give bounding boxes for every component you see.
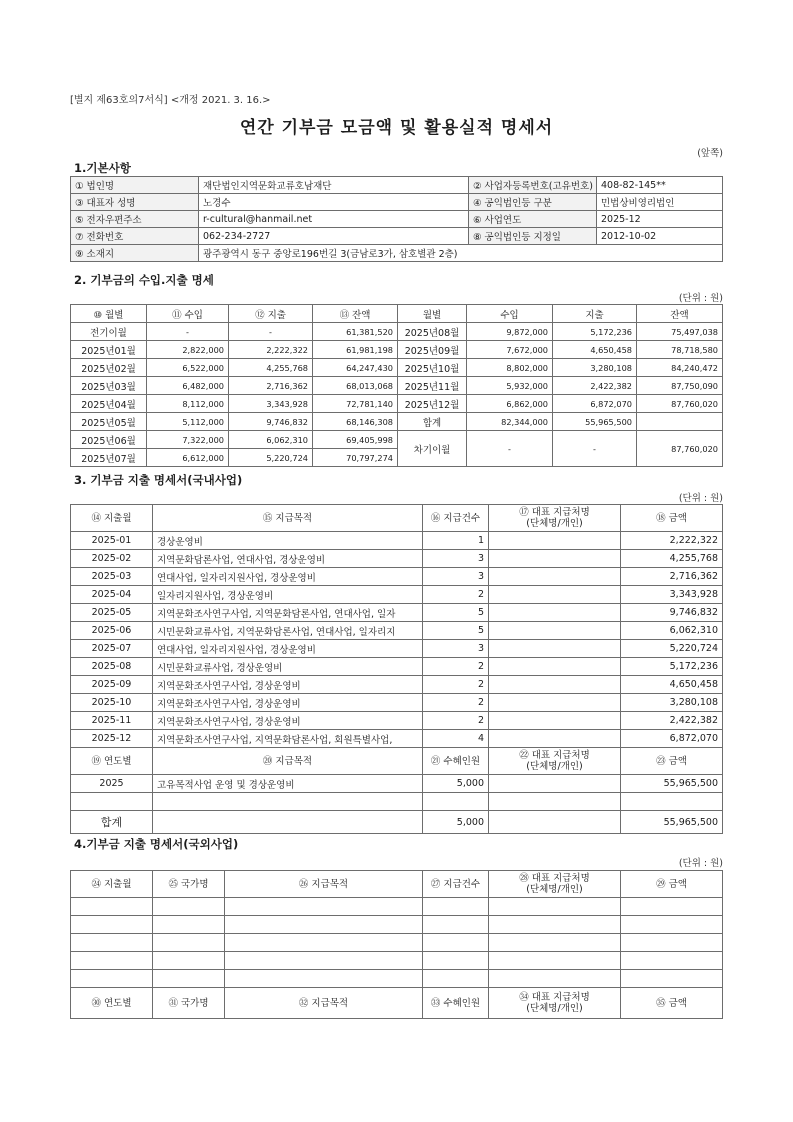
blank-row [71,793,723,811]
recipient-cell [489,532,621,550]
purpose-cell: 연대사업, 일자리지원사업, 경상운영비 [153,640,423,658]
expense-cell: 5,220,724 [229,449,313,467]
balance-cell: 68,146,308 [313,413,398,431]
expense-row [71,604,723,622]
purpose-cell: 지역문화조사연구사업, 경상운영비 [153,712,423,730]
col-os-year-recipient [489,988,621,1019]
income-cell: 7,322,000 [147,431,229,449]
purpose-cell: 시민문화교류사업, 경상운영비 [153,658,423,676]
amount-cell: 6,062,310 [621,622,723,640]
purpose-cell: 시민문화교류사업, 지역문화담론사업, 연대사업, 일자리지 [153,622,423,640]
overseas-empty-row [71,916,723,934]
expense-row [71,640,723,658]
address-row [71,245,723,262]
overseas-empty-row [71,970,723,988]
amount-cell: 3,280,108 [621,694,723,712]
col-os-beneficiaries: ㉝ 수혜인원 [423,988,489,1019]
amount-cell: 6,872,070 [621,730,723,748]
month-row [71,413,723,431]
basic-info-row [71,177,723,194]
yearly-header [71,748,723,775]
income-cell: 6,522,000 [147,359,229,377]
amount-cell: 2,716,362 [621,568,723,586]
month-cell: 2025년01월 [71,341,147,359]
purpose-cell: 연대사업, 일자리지원사업, 경상운영비 [153,568,423,586]
expense-month-cell: 2025-11 [71,712,153,730]
col-os-year-country: ㉛ 국가명 [153,988,225,1019]
count-cell: 2 [423,658,489,676]
month-cell: 2025년04월 [71,395,147,413]
basic-info-row [71,211,723,228]
expense-month-cell: 2025-02 [71,550,153,568]
count-cell: 2 [423,586,489,604]
field-value: 민법상비영리법인 [597,194,723,211]
count-cell: 4 [423,730,489,748]
overseas-empty-row [71,934,723,952]
col-recipient [489,505,621,532]
amount-cell: 2,422,382 [621,712,723,730]
field-value: 062-234-2727 [199,228,469,245]
recipient-cell [489,550,621,568]
amount-cell: 5,220,724 [621,640,723,658]
month-cell: 2025년12월 [398,395,467,413]
purpose-cell: 지역문화조사연구사업, 경상운영비 [153,694,423,712]
form-reference: [별지 제63호의7서식] <개정 2021. 3. 16.> [70,95,271,106]
income-cell: 6,612,000 [147,449,229,467]
recipient-cell [489,676,621,694]
field-value: 408-82-145** [597,177,723,194]
col-os-purpose: ㉖ 지급목적 [225,871,423,898]
col-recipient-title: ⑰ 대표 지급처명 [519,507,590,518]
expense-row [71,658,723,676]
expense-month-cell: 2025-08 [71,658,153,676]
col-os-year-recipient-sub: (단체명/개인) [526,1003,583,1014]
col-recipient-sub: (단체명/개인) [526,518,583,529]
col-os-country: ㉕ 국가명 [153,871,225,898]
col-year-recipient [489,748,621,775]
expense-cell: 6,062,310 [229,431,313,449]
expense-cell: 55,965,500 [553,413,637,431]
expense-row [71,676,723,694]
income-cell: 8,112,000 [147,395,229,413]
col-os-month: ㉔ 지출월 [71,871,153,898]
month-cell: 2025년03월 [71,377,147,395]
month-cell: 2025년05월 [71,413,147,431]
col-beneficiaries: ㉑ 수혜인원 [423,748,489,775]
section4-heading: 4.기부금 지출 명세서(국외사업) [74,837,239,851]
carry-over-label: 차기이월 [398,431,467,467]
amount-cell: 4,255,768 [621,550,723,568]
income-cell: 6,482,000 [147,377,229,395]
expense-cell: 5,172,236 [553,323,637,341]
count-cell: 3 [423,568,489,586]
month-cell: 2025년06월 [71,431,147,449]
expense-cell: 2,716,362 [229,377,313,395]
month-row [71,341,723,359]
expense-row [71,694,723,712]
count-cell: 5 [423,622,489,640]
col-expense-month: ⑭ 지출월 [71,505,153,532]
month-row [71,377,723,395]
expense-month-cell: 2025-04 [71,586,153,604]
expense-cell: 2,422,382 [553,377,637,395]
month-cell: 2025년10월 [398,359,467,377]
income-cell: 7,672,000 [467,341,553,359]
balance-cell: 70,797,274 [313,449,398,467]
field-label: ④ 공익법인등 구분 [469,194,597,211]
basic-info-row [71,194,723,211]
expense-month-cell: 2025-05 [71,604,153,622]
expense-row [71,550,723,568]
year-cell: 2025 [71,775,153,793]
expense-row [71,586,723,604]
month-cell: 2025년08월 [398,323,467,341]
col-year: ⑲ 연도별 [71,748,153,775]
count-cell: 3 [423,640,489,658]
domestic-expense-table [70,504,723,834]
purpose-cell: 지역문화조사연구사업, 지역문화담론사업, 연대사업, 일자 [153,604,423,622]
recipient-cell [489,586,621,604]
month-cell: 2025년07월 [71,449,147,467]
column-header: 수입 [467,305,553,323]
overseas-expense-table [70,870,723,1019]
expense-row [71,730,723,748]
amount-cell: 2,222,322 [621,532,723,550]
basic-info-table [70,176,723,262]
col-count: ⑯ 지급건수 [423,505,489,532]
amount-cell: 9,746,832 [621,604,723,622]
column-header: 월별 [398,305,467,323]
expense-cell: 4,650,458 [553,341,637,359]
col-year-recipient-title: ㉒ 대표 지급처명 [519,750,590,761]
carry-over-balance: 87,760,020 [637,431,723,467]
column-header: ⑪ 수입 [147,305,229,323]
expense-month-cell: 2025-01 [71,532,153,550]
purpose-cell: 지역문화담론사업, 연대사업, 경상운영비 [153,550,423,568]
recipient-cell [489,604,621,622]
overseas-empty-row [71,898,723,916]
expense-month-cell: 2025-03 [71,568,153,586]
year-people-cell: 5,000 [423,775,489,793]
balance-cell: 64,247,430 [313,359,398,377]
column-header: ⑩ 월별 [71,305,147,323]
col-purpose: ⑮ 지급목적 [153,505,423,532]
balance-cell: 69,405,998 [313,431,398,449]
month-cell: 전기이월 [71,323,147,341]
balance-cell: 61,981,198 [313,341,398,359]
month-cell: 2025년11월 [398,377,467,395]
col-os-recipient [489,871,621,898]
balance-cell: 87,750,090 [637,377,723,395]
month-cell: 2025년09월 [398,341,467,359]
address-value: 광주광역시 동구 중앙로196번길 3(금남로3가, 삼호별관 2층) [199,245,723,262]
year-purpose-cell: 고유목적사업 운영 및 경상운영비 [153,775,423,793]
count-cell: 5 [423,604,489,622]
column-header: ⑫ 지출 [229,305,313,323]
total-amount: 55,965,500 [621,811,723,834]
expense-cell: 2,222,322 [229,341,313,359]
col-os-year-purpose: ㉜ 지급목적 [225,988,423,1019]
col-os-year-recipient-title: ㉞ 대표 지급처명 [519,992,590,1003]
section1-heading: 1.기본사항 [74,161,131,175]
amount-cell: 4,650,458 [621,676,723,694]
month-row [71,431,723,449]
recipient-cell [489,712,621,730]
income-expense-header [71,305,723,323]
expense-cell: 6,872,070 [553,395,637,413]
col-os-year-amount: ㉟ 금액 [621,988,723,1019]
expense-month-cell: 2025-07 [71,640,153,658]
purpose-cell: 지역문화조사연구사업, 경상운영비 [153,676,423,694]
field-label: ⑧ 공익법인등 지정일 [469,228,597,245]
month-cell: 2025년02월 [71,359,147,377]
document-title: 연간 기부금 모금액 및 활용실적 명세서 [239,118,554,138]
month-row [71,323,723,341]
section4-unit: (단위 : 원) [678,858,723,869]
year-recipient-cell [489,775,621,793]
field-label: ② 사업자등록번호(고유번호) [469,177,597,194]
expense-row [71,712,723,730]
amount-cell: 5,172,236 [621,658,723,676]
recipient-cell [489,694,621,712]
expense-row [71,622,723,640]
overseas-yearly-header [71,988,723,1019]
balance-cell: 61,381,520 [313,323,398,341]
count-cell: 3 [423,550,489,568]
count-cell: 2 [423,712,489,730]
income-cell: 6,862,000 [467,395,553,413]
income-cell: 5,932,000 [467,377,553,395]
expense-cell: 3,280,108 [553,359,637,377]
month-row [71,359,723,377]
domestic-header [71,505,723,532]
overseas-empty-row [71,952,723,970]
expense-cell: 4,255,768 [229,359,313,377]
purpose-cell: 일자리지원사업, 경상운영비 [153,586,423,604]
col-amount: ⑱ 금액 [621,505,723,532]
recipient-cell [489,640,621,658]
month-cell: 합계 [398,413,467,431]
total-label: 합계 [71,811,153,834]
income-cell: 82,344,000 [467,413,553,431]
income-cell: 5,112,000 [147,413,229,431]
purpose-cell: 지역문화조사연구사업, 지역문화담론사업, 회원특별사업, [153,730,423,748]
balance-cell [637,413,723,431]
expense-month-cell: 2025-06 [71,622,153,640]
section2-unit: (단위 : 원) [678,293,723,304]
expense-row [71,568,723,586]
field-label: ③ 대표자 성명 [71,194,199,211]
income-expense-table [70,304,723,467]
col-year-recipient-sub: (단체명/개인) [526,761,583,772]
column-header: ⑬ 잔액 [313,305,398,323]
expense-cell: 9,746,832 [229,413,313,431]
balance-cell: 84,240,472 [637,359,723,377]
balance-cell: 87,760,020 [637,395,723,413]
col-os-count: ㉗ 지급건수 [423,871,489,898]
field-value: 2012-10-02 [597,228,723,245]
col-os-recipient-title: ㉘ 대표 지급처명 [519,873,590,884]
section2-heading: 2. 기부금의 수입.지출 명세 [74,273,214,287]
month-row [71,395,723,413]
field-label: ⑤ 전자우편주소 [71,211,199,228]
balance-cell: 78,718,580 [637,341,723,359]
column-header: 잔액 [637,305,723,323]
income-cell: 2,822,000 [147,341,229,359]
purpose-cell: 경상운영비 [153,532,423,550]
expense-month-cell: 2025-12 [71,730,153,748]
income-cell: 9,872,000 [467,323,553,341]
income-cell: 8,802,000 [467,359,553,377]
field-label: ⑥ 사업연도 [469,211,597,228]
expense-row [71,532,723,550]
recipient-cell [489,730,621,748]
field-value: 2025-12 [597,211,723,228]
expense-month-cell: 2025-09 [71,676,153,694]
year-amount-cell: 55,965,500 [621,775,723,793]
income-cell: - [147,323,229,341]
total-people: 5,000 [423,811,489,834]
basic-info-row [71,228,723,245]
page-side-note: (앞쪽) [697,148,723,159]
count-cell: 2 [423,676,489,694]
balance-cell: 68,013,068 [313,377,398,395]
overseas-header [71,871,723,898]
carry-over-expense: - [553,431,637,467]
recipient-cell [489,568,621,586]
field-value: 노경수 [199,194,469,211]
recipient-cell [489,658,621,676]
amount-cell: 3,343,928 [621,586,723,604]
expense-month-cell: 2025-10 [71,694,153,712]
count-cell: 1 [423,532,489,550]
total-row [71,811,723,834]
yearly-row [71,775,723,793]
address-label: ⑨ 소재지 [71,245,199,262]
recipient-cell [489,622,621,640]
balance-cell: 75,497,038 [637,323,723,341]
field-value: 재단법인지역문화교류호남재단 [199,177,469,194]
field-label: ① 법인명 [71,177,199,194]
count-cell: 2 [423,694,489,712]
column-header: 지출 [553,305,637,323]
section3-unit: (단위 : 원) [678,493,723,504]
col-os-year: ㉚ 연도별 [71,988,153,1019]
field-label: ⑦ 전화번호 [71,228,199,245]
field-value: r-cultural@hanmail.net [199,211,469,228]
col-year-purpose: ⑳ 지급목적 [153,748,423,775]
col-os-amount: ㉙ 금액 [621,871,723,898]
expense-cell: - [229,323,313,341]
carry-over-income: - [467,431,553,467]
col-year-amount: ㉓ 금액 [621,748,723,775]
balance-cell: 72,781,140 [313,395,398,413]
expense-cell: 3,343,928 [229,395,313,413]
col-os-recipient-sub: (단체명/개인) [526,884,583,895]
section3-heading: 3. 기부금 지출 명세서(국내사업) [74,473,243,487]
